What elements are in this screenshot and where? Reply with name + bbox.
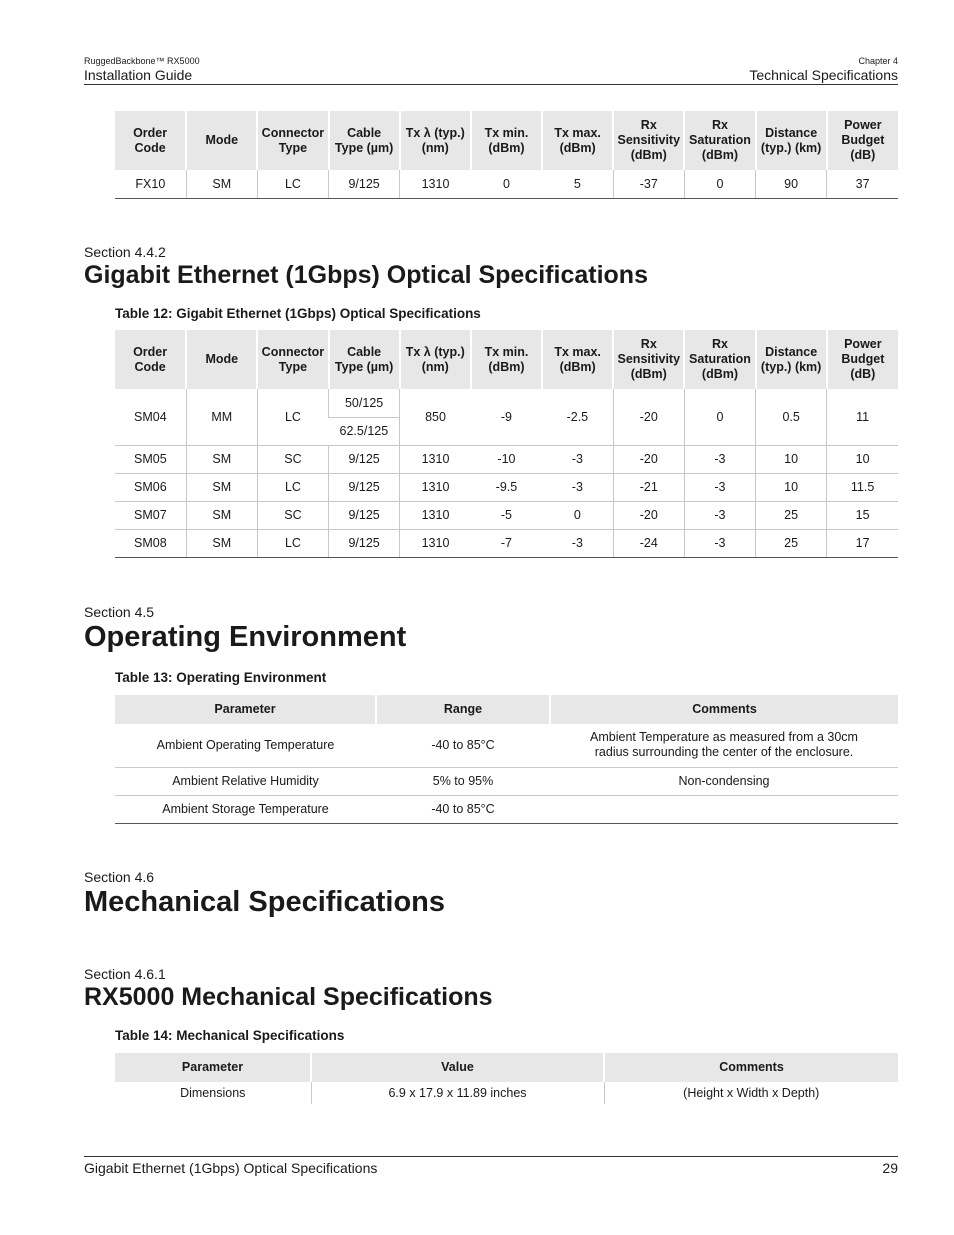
- column-header: Parameter: [115, 695, 376, 724]
- table-cell: 62.5/125: [329, 417, 400, 445]
- fx-optical-table: [115, 111, 898, 199]
- table-cell: 25: [756, 501, 827, 529]
- column-header: Comments: [550, 695, 898, 724]
- table-cell: -7: [471, 529, 542, 557]
- table-cell: 90: [756, 170, 827, 198]
- table-cell: LC: [257, 529, 328, 557]
- table-cell: 25: [756, 529, 827, 557]
- table-row: [115, 1082, 898, 1104]
- table-header-row: [115, 1053, 898, 1082]
- table-row: [115, 389, 898, 417]
- table-cell: MM: [186, 389, 257, 445]
- table-cell: -3: [684, 529, 755, 557]
- table-cell: 1310: [400, 445, 471, 473]
- table-cell: -40 to 85°C: [376, 795, 550, 823]
- gigabit-optical-table: [115, 330, 898, 558]
- section-label: Section 4.6: [84, 869, 155, 885]
- table-cell: -3: [542, 445, 613, 473]
- column-header: Order Code: [115, 330, 186, 389]
- table-cell: 9/125: [329, 529, 400, 557]
- table-cell: 17: [827, 529, 898, 557]
- column-header: Value: [311, 1053, 604, 1082]
- table-cell: Ambient Storage Temperature: [115, 795, 376, 823]
- column-header: Tx max. (dBm): [542, 330, 613, 389]
- table-row: [115, 170, 898, 198]
- table-row: [115, 529, 898, 557]
- table-cell: SC: [257, 501, 328, 529]
- table-cell: 0: [471, 170, 542, 198]
- product-name: RuggedBackbone™ RX5000: [84, 56, 200, 66]
- table-header-row: [115, 111, 898, 170]
- table-cell: 9/125: [329, 445, 400, 473]
- table-cell: -10: [471, 445, 542, 473]
- table-caption: Table 14: Mechanical Specifications: [115, 1028, 345, 1043]
- section-title: Operating Environment: [84, 621, 407, 653]
- table-cell: 37: [827, 170, 898, 198]
- column-header: Order Code: [115, 111, 186, 170]
- table-cell: -9.5: [471, 473, 542, 501]
- table-cell: SM: [186, 473, 257, 501]
- column-header: Cable Type (µm): [329, 330, 400, 389]
- section-title: RX5000 Mechanical Specifications: [84, 983, 493, 1011]
- column-header: Tx min. (dBm): [471, 111, 542, 170]
- section-title: Mechanical Specifications: [84, 886, 446, 918]
- table-row: [115, 445, 898, 473]
- column-header: Parameter: [115, 1053, 311, 1082]
- table-cell: 0.5: [756, 389, 827, 445]
- column-header: Comments: [604, 1053, 898, 1082]
- page-number: 29: [882, 1160, 898, 1176]
- table-header-row: [115, 695, 898, 724]
- table-cell: Ambient Operating Temperature: [115, 724, 376, 767]
- table-cell: SM08: [115, 529, 186, 557]
- mechanical-specifications-table: [115, 1053, 898, 1104]
- table-cell: 11: [827, 389, 898, 445]
- column-header: Tx max. (dBm): [542, 111, 613, 170]
- table-cell: SM07: [115, 501, 186, 529]
- table-cell: SC: [257, 445, 328, 473]
- table-cell: -3: [684, 445, 755, 473]
- table-cell: 10: [827, 445, 898, 473]
- table-cell: 1310: [400, 170, 471, 198]
- table-cell: 0: [684, 170, 755, 198]
- column-header: Rx Sensitivity (dBm): [613, 111, 684, 170]
- column-header: Tx λ (typ.) (nm): [400, 111, 471, 170]
- column-header: Tx λ (typ.) (nm): [400, 330, 471, 389]
- table-cell: LC: [257, 170, 328, 198]
- table-cell: -40 to 85°C: [376, 724, 550, 767]
- table-cell: FX10: [115, 170, 186, 198]
- table-cell: 6.9 x 17.9 x 11.89 inches: [311, 1082, 604, 1104]
- table-caption: Table 13: Operating Environment: [115, 670, 327, 685]
- table-cell: Non-condensing: [550, 767, 898, 795]
- table-cell: 9/125: [329, 473, 400, 501]
- column-header: Rx Saturation (dBm): [684, 330, 755, 389]
- table-cell: Ambient Temperature as measured from a 30cm radius surrounding the center of the enclosure.: [550, 724, 898, 767]
- table-cell: 1310: [400, 501, 471, 529]
- column-header: Connector Type: [257, 111, 328, 170]
- table-cell: 1310: [400, 529, 471, 557]
- page-header-right: [749, 56, 898, 84]
- table-cell: 0: [684, 389, 755, 445]
- section-label: Section 4.6.1: [84, 966, 166, 982]
- document-title: Installation Guide: [84, 67, 193, 83]
- column-header: Tx min. (dBm): [471, 330, 542, 389]
- table-cell: SM: [186, 529, 257, 557]
- table-cell: SM04: [115, 389, 186, 445]
- section-label: Section 4.4.2: [84, 244, 166, 260]
- column-header: Mode: [186, 111, 257, 170]
- section-label: Section 4.5: [84, 604, 155, 620]
- table-cell: -5: [471, 501, 542, 529]
- table-body: [115, 170, 898, 198]
- table-cell: -9: [471, 389, 542, 445]
- table-cell: SM: [186, 501, 257, 529]
- table-cell: -20: [613, 445, 684, 473]
- table-cell: [550, 795, 898, 823]
- table-header-row: [115, 330, 898, 389]
- table-cell: -3: [684, 473, 755, 501]
- column-header: Range: [376, 695, 550, 724]
- table-body: [115, 389, 898, 557]
- table-cell: LC: [257, 473, 328, 501]
- header-divider: [84, 84, 898, 85]
- page-header-left: [84, 56, 200, 84]
- column-header: Distance (typ.) (km): [756, 330, 827, 389]
- operating-environment-table: [115, 695, 898, 824]
- column-header: Distance (typ.) (km): [756, 111, 827, 170]
- table-cell: -3: [542, 473, 613, 501]
- table-cell: -3: [542, 529, 613, 557]
- table-caption: Table 12: Gigabit Ethernet (1Gbps) Optical Specifications: [115, 306, 481, 321]
- footer-section-title: Gigabit Ethernet (1Gbps) Optical Specifications: [84, 1160, 378, 1176]
- table-cell: 9/125: [329, 170, 400, 198]
- table-cell: 1310: [400, 473, 471, 501]
- table-cell: 50/125: [329, 389, 400, 417]
- table-row: [115, 724, 898, 767]
- column-header: Rx Sensitivity (dBm): [613, 330, 684, 389]
- table-cell: -24: [613, 529, 684, 557]
- table-cell: SM: [186, 445, 257, 473]
- table-row: [115, 795, 898, 823]
- table-cell: SM05: [115, 445, 186, 473]
- chapter-title: Technical Specifications: [749, 67, 898, 83]
- table-cell: SM06: [115, 473, 186, 501]
- table-cell: -20: [613, 501, 684, 529]
- table-cell: 5% to 95%: [376, 767, 550, 795]
- table-cell: 10: [756, 445, 827, 473]
- table-body: [115, 1082, 898, 1104]
- table-body: [115, 724, 898, 823]
- footer-divider: [84, 1156, 898, 1157]
- table-row: [115, 473, 898, 501]
- column-header: Power Budget (dB): [827, 111, 898, 170]
- table-cell: SM: [186, 170, 257, 198]
- table-cell: (Height x Width x Depth): [604, 1082, 898, 1104]
- table-cell: -3: [684, 501, 755, 529]
- table-cell: 11.5: [827, 473, 898, 501]
- section-title: Gigabit Ethernet (1Gbps) Optical Specifications: [84, 261, 648, 289]
- table-cell: 15: [827, 501, 898, 529]
- table-cell: 10: [756, 473, 827, 501]
- table-cell: 9/125: [329, 501, 400, 529]
- table-cell: -21: [613, 473, 684, 501]
- table-cell: 5: [542, 170, 613, 198]
- column-header: Mode: [186, 330, 257, 389]
- table-cell: -37: [613, 170, 684, 198]
- table-cell: 850: [400, 389, 471, 445]
- table-cell: LC: [257, 389, 328, 445]
- column-header: Cable Type (µm): [329, 111, 400, 170]
- table-row: [115, 501, 898, 529]
- table-cell: 0: [542, 501, 613, 529]
- column-header: Rx Saturation (dBm): [684, 111, 755, 170]
- table-cell: -20: [613, 389, 684, 445]
- column-header: Connector Type: [257, 330, 328, 389]
- table-row: [115, 767, 898, 795]
- table-cell: Dimensions: [180, 1086, 246, 1100]
- table-cell: Ambient Relative Humidity: [115, 767, 376, 795]
- table-cell: -2.5: [542, 389, 613, 445]
- column-header: Power Budget (dB): [827, 330, 898, 389]
- chapter-label: Chapter 4: [858, 56, 898, 66]
